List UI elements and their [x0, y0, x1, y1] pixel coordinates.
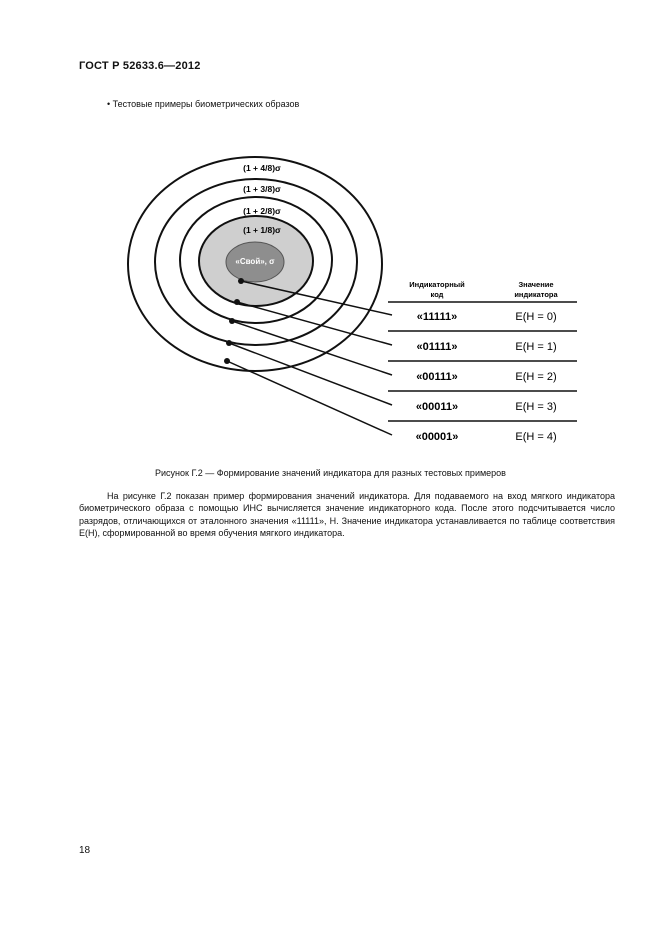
- center-label: «Свой», σ: [235, 257, 275, 266]
- ring-label-3: (1 + 3/8)σ: [243, 184, 281, 194]
- ring-label-1: (1 + 1/8)σ: [243, 225, 281, 235]
- header-value-line2: индикатора: [514, 290, 558, 299]
- bullet-item: • Тестовые примеры биометрических образов: [107, 99, 300, 109]
- row-code-0: «11111»: [416, 311, 458, 323]
- row-value-0: E(H = 0): [515, 311, 557, 323]
- row-value-2: E(H = 2): [515, 371, 557, 383]
- header-value-line1: Значение: [518, 280, 554, 289]
- ring-label-4: (1 + 4/8)σ: [243, 163, 281, 173]
- row-value-3: E(H = 3): [515, 401, 557, 413]
- row-value-4: E(H = 4): [515, 431, 557, 443]
- row-value-1: E(H = 1): [515, 341, 557, 353]
- row-code-4: «00001»: [415, 431, 459, 443]
- body-paragraph: [79, 490, 615, 539]
- paragraph-text: На рисунке Г.2 показан пример формирования значений индикатора. Для подаваемого на вход мягкого индикатора биометрического образа с помощью ИНС вычисляется значение индикаторного кода. После этого подсчитывается число разрядов, отличающихся от эталонного значения «11111», H. Значение индикатора устанавливается по таблице соответствия E(H), сформированной во время обучения мягкого индикатора.: [79, 491, 615, 538]
- row-code-1: «01111»: [416, 341, 458, 353]
- connector-3: [229, 343, 392, 405]
- page-number: 18: [79, 845, 91, 856]
- figure-caption: Рисунок Г.2 — Формирование значений индикатора для разных тестовых примеров: [155, 468, 506, 478]
- row-code-2: «00111»: [416, 371, 458, 383]
- row-code-3: «00011»: [415, 401, 459, 413]
- document-header: ГОСТ Р 52633.6—2012: [79, 60, 201, 72]
- header-code-line1: Индикаторный: [409, 280, 465, 289]
- connector-2: [232, 321, 392, 375]
- header-code-line2: код: [430, 290, 444, 299]
- connector-4: [227, 361, 392, 435]
- ring-label-2: (1 + 2/8)σ: [243, 206, 281, 216]
- bullet-text: Тестовые примеры биометрических образов: [112, 99, 300, 109]
